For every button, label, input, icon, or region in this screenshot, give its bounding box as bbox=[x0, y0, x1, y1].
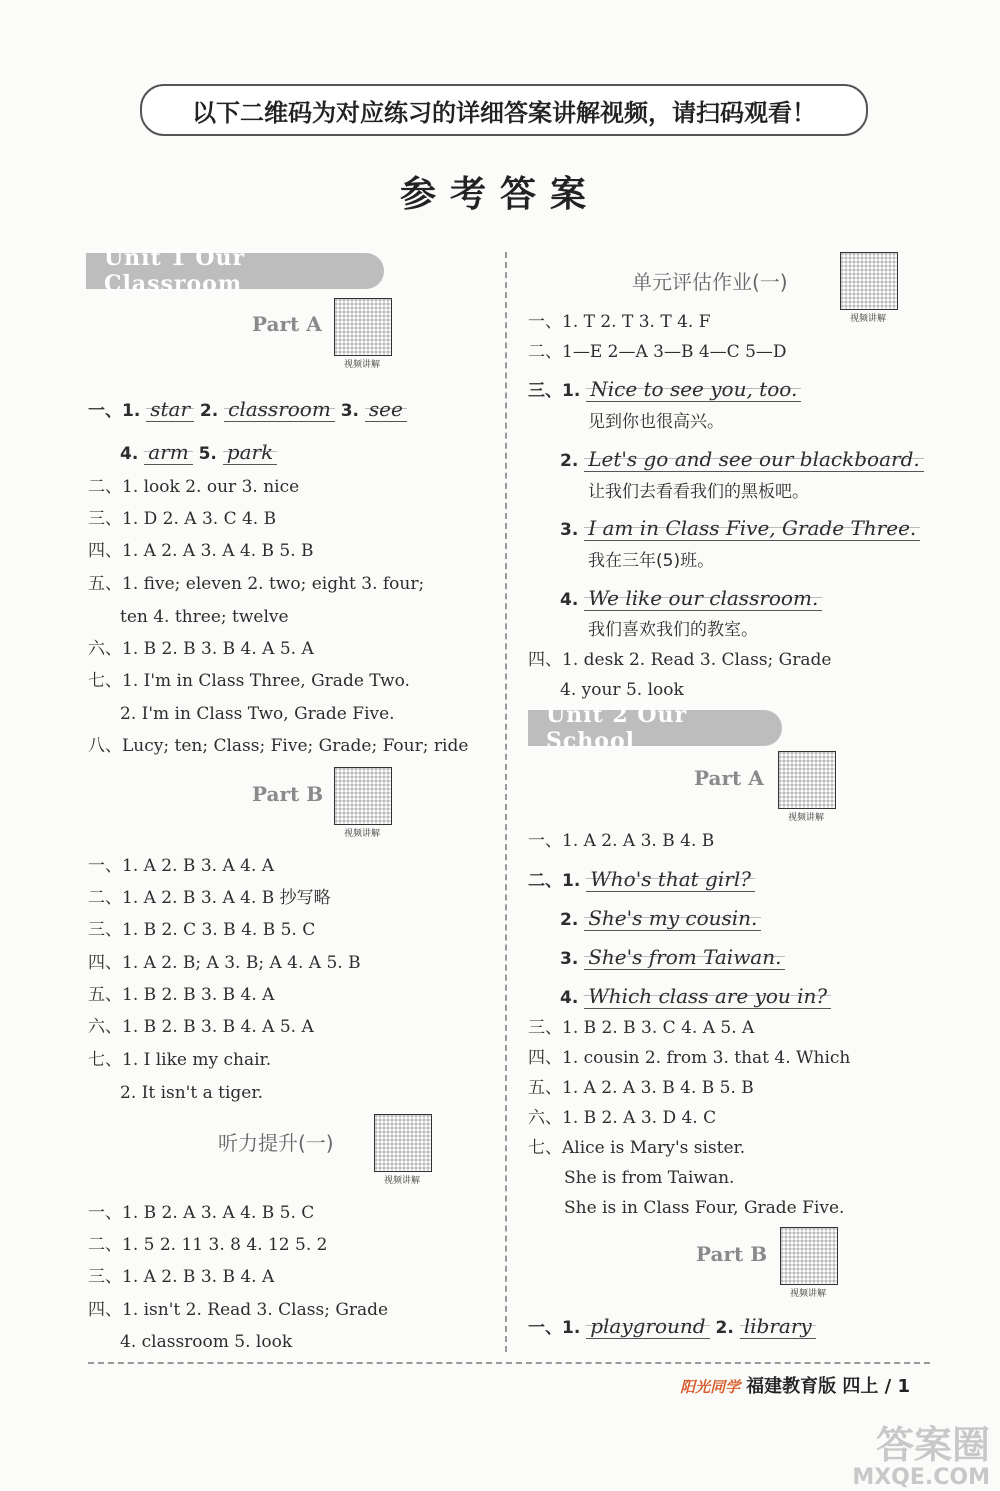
qr-code-icon[interactable] bbox=[780, 1227, 838, 1285]
answer-line: 五、1. A 2. A 3. B 4. B 5. B bbox=[528, 1078, 754, 1098]
answer-line: 三、1. D 2. A 3. C 4. B bbox=[88, 509, 277, 529]
answer-line: 七、1. I like my chair. bbox=[88, 1050, 272, 1070]
column-divider bbox=[505, 252, 507, 1352]
answer-line: 六、1. B 2. A 3. D 4. C bbox=[528, 1108, 717, 1128]
answer-line: 三、1. B 2. C 3. B 4. B 5. C bbox=[88, 920, 316, 940]
answer-line: 三、1. Nice to see you, too. bbox=[528, 378, 801, 402]
translation-line: 我在三年(5)班。 bbox=[588, 551, 715, 571]
qr-caption: 视频讲解 bbox=[789, 1289, 826, 1299]
answer-line: 一、1. B 2. A 3. A 4. B 5. C bbox=[88, 1203, 315, 1223]
answer-line: She is from Taiwan. bbox=[564, 1168, 735, 1188]
qr-caption: 视频讲解 bbox=[787, 813, 824, 823]
translation-line: 我们喜欢我们的教室。 bbox=[588, 620, 758, 640]
qr-code-icon[interactable] bbox=[334, 298, 392, 356]
answer-line: 六、1. B 2. B 3. B 4. A 5. A bbox=[88, 639, 314, 659]
answer-line: 一、1. star 2. classroom 3. see bbox=[88, 398, 407, 422]
answer-line: 一、1. T 2. T 3. T 4. F bbox=[528, 312, 711, 332]
answer-line: 八、Lucy; ten; Class; Five; Grade; Four; ride bbox=[88, 736, 469, 756]
answer-line: 2. Let's go and see our blackboard. bbox=[560, 448, 924, 472]
watermark: 答案圈 MXQE.COM bbox=[852, 1423, 990, 1490]
answer-line: 3. She's from Taiwan. bbox=[560, 946, 785, 970]
answer-line: 二、1. Who's that girl? bbox=[528, 868, 755, 892]
page-title: 参考答案 bbox=[399, 174, 600, 215]
answer-line: ten 4. three; twelve bbox=[120, 607, 289, 627]
answer-line: 四、1. cousin 2. from 3. that 4. Which bbox=[528, 1048, 851, 1068]
unit2-part-b-label: Part B bbox=[696, 1242, 768, 1266]
answer-line: 二、1. 5 2. 11 3. 8 4. 12 5. 2 bbox=[88, 1235, 328, 1255]
brand-logo: 阳光同学 bbox=[680, 1378, 741, 1396]
answer-line: 一、1. A 2. B 3. A 4. A bbox=[88, 856, 275, 876]
answer-line: 3. I am in Class Five, Grade Three. bbox=[560, 517, 920, 541]
qr-code-icon[interactable] bbox=[374, 1114, 432, 1172]
answer-line: 三、1. B 2. B 3. C 4. A 5. A bbox=[528, 1018, 755, 1038]
unit1-banner: Unit 1 Our Classroom bbox=[86, 253, 384, 289]
answer-line: 4. Which class are you in? bbox=[560, 985, 831, 1009]
answer-line: 二、1—E 2—A 3—B 4—C 5—D bbox=[528, 342, 787, 362]
answer-line: 六、1. B 2. B 3. B 4. A 5. A bbox=[88, 1017, 314, 1037]
qr-code-icon[interactable] bbox=[778, 751, 836, 809]
qr-code-icon[interactable] bbox=[840, 252, 898, 310]
footer-text: 福建教育版 四上 / 1 bbox=[746, 1376, 910, 1397]
qr-caption: 视频讲解 bbox=[849, 314, 886, 324]
answer-line: 4. arm 5. park bbox=[120, 441, 277, 465]
answer-line: 4. classroom 5. look bbox=[120, 1332, 293, 1352]
qr-caption: 视频讲解 bbox=[383, 1176, 420, 1186]
answer-line: 2. She's my cousin. bbox=[560, 907, 761, 931]
answer-line: 四、1. desk 2. Read 3. Class; Grade bbox=[528, 650, 832, 670]
answer-line: 五、1. five; eleven 2. two; eight 3. four; bbox=[88, 574, 425, 594]
answer-line: 四、1. A 2. B; A 3. B; A 4. A 5. B bbox=[88, 953, 361, 973]
answer-line: 一、1. playground 2. library bbox=[528, 1315, 816, 1339]
answer-line: 2. It isn't a tiger. bbox=[120, 1083, 264, 1103]
answer-line: 4. your 5. look bbox=[560, 680, 684, 700]
qr-code-icon[interactable] bbox=[334, 767, 392, 825]
answer-line: 二、1. look 2. our 3. nice bbox=[88, 477, 300, 497]
translation-line: 让我们去看看我们的黑板吧。 bbox=[588, 482, 809, 502]
answer-line: 四、1. A 2. A 3. A 4. B 5. B bbox=[88, 541, 314, 561]
footer bbox=[680, 1372, 910, 1398]
listening-heading: 听力提升(一) bbox=[218, 1131, 334, 1155]
answer-line: 七、Alice is Mary's sister. bbox=[528, 1138, 746, 1158]
unit2-banner: Unit 2 Our School bbox=[528, 710, 782, 746]
qr-caption: 视频讲解 bbox=[343, 360, 380, 370]
answer-line: 一、1. A 2. A 3. B 4. B bbox=[528, 831, 715, 851]
unit1-part-b-label: Part B bbox=[252, 782, 324, 806]
assessment-heading: 单元评估作业(一) bbox=[632, 270, 788, 294]
qr-caption: 视频讲解 bbox=[343, 829, 380, 839]
answer-line: 五、1. B 2. B 3. B 4. A bbox=[88, 985, 275, 1005]
unit1-part-a-label: Part A bbox=[252, 312, 322, 336]
unit2-part-a-label: Part A bbox=[694, 766, 764, 790]
answer-line: 七、1. I'm in Class Three, Grade Two. bbox=[88, 671, 410, 691]
translation-line: 见到你也很高兴。 bbox=[588, 412, 724, 432]
answer-line: 三、1. A 2. B 3. B 4. A bbox=[88, 1267, 275, 1287]
answer-line: 4. We like our classroom. bbox=[560, 587, 822, 611]
answer-line: 2. I'm in Class Two, Grade Five. bbox=[120, 704, 395, 724]
instruction-banner: 以下二维码为对应练习的详细答案讲解视频，请扫码观看！ bbox=[140, 84, 868, 136]
footer-divider bbox=[88, 1362, 930, 1364]
answer-line: 四、1. isn't 2. Read 3. Class; Grade bbox=[88, 1300, 389, 1320]
answer-line: 二、1. A 2. B 3. A 4. B 抄写略 bbox=[88, 888, 331, 908]
answer-line: She is in Class Four, Grade Five. bbox=[564, 1198, 845, 1218]
